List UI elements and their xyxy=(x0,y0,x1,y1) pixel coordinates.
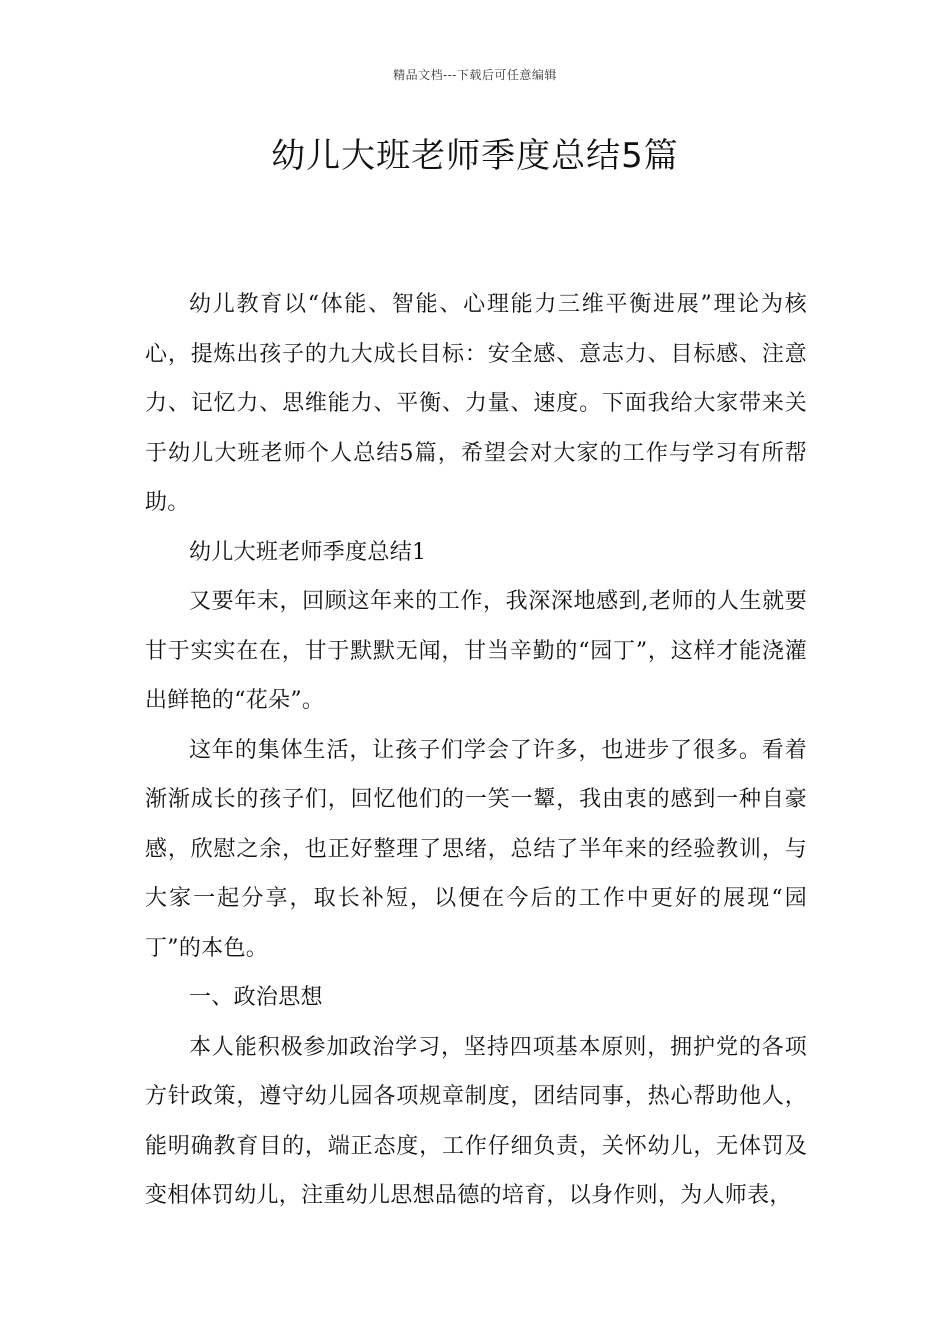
header-note: 精品文档---下载后可任意编辑 xyxy=(393,68,557,82)
document-body xyxy=(145,280,807,1221)
section-heading-summary-1: 幼儿大班老师季度总结1 xyxy=(189,539,427,565)
body-paragraph: 本人能积极参加政治学习，坚持四项基本原则，拥护党的各项方针政策，遵守幼儿园各项规章制度，团结同事，热心帮助他人，能明确教育目的，端正态度，工作仔细负责，关怀幼儿，无体罚及变相体罚幼儿，注重幼儿思想品德的培育，以身作则，为人师表， xyxy=(145,1034,807,1208)
body-paragraph: 这年的集体生活，让孩子们学会了许多，也进步了很多。看着渐渐成长的孩子们，回忆他们的一笑一颦，我由衷的感到一种自豪感，欣慰之余，也正好整理了思绪，总结了半年来的经验教训，与大家一起分享，取长补短，以便在今后的工作中更好的展现“园丁”的本色。 xyxy=(145,737,807,961)
intro-paragraph: 幼儿教育以“体能、智能、心理能力三维平衡进展”理论为核心，提炼出孩子的九大成长目标：安全感、意志力、目标感、注意力、记忆力、思维能力、平衡、力量、速度。下面我给大家带来关于幼儿大班老师个人总结5篇，希望会对大家的工作与学习有所帮助。 xyxy=(145,292,807,515)
document-title: 幼儿大班老师季度总结5篇 xyxy=(271,136,679,176)
section-heading-politics: 一、政治思想 xyxy=(189,985,323,1010)
body-paragraph: 又要年末，回顾这年来的工作，我深深地感到,老师的人生就要甘于实实在在，甘于默默无闻，甘当辛勤的“园丁”，这样才能浇灌出鲜艳的“花朵”。 xyxy=(145,589,807,713)
